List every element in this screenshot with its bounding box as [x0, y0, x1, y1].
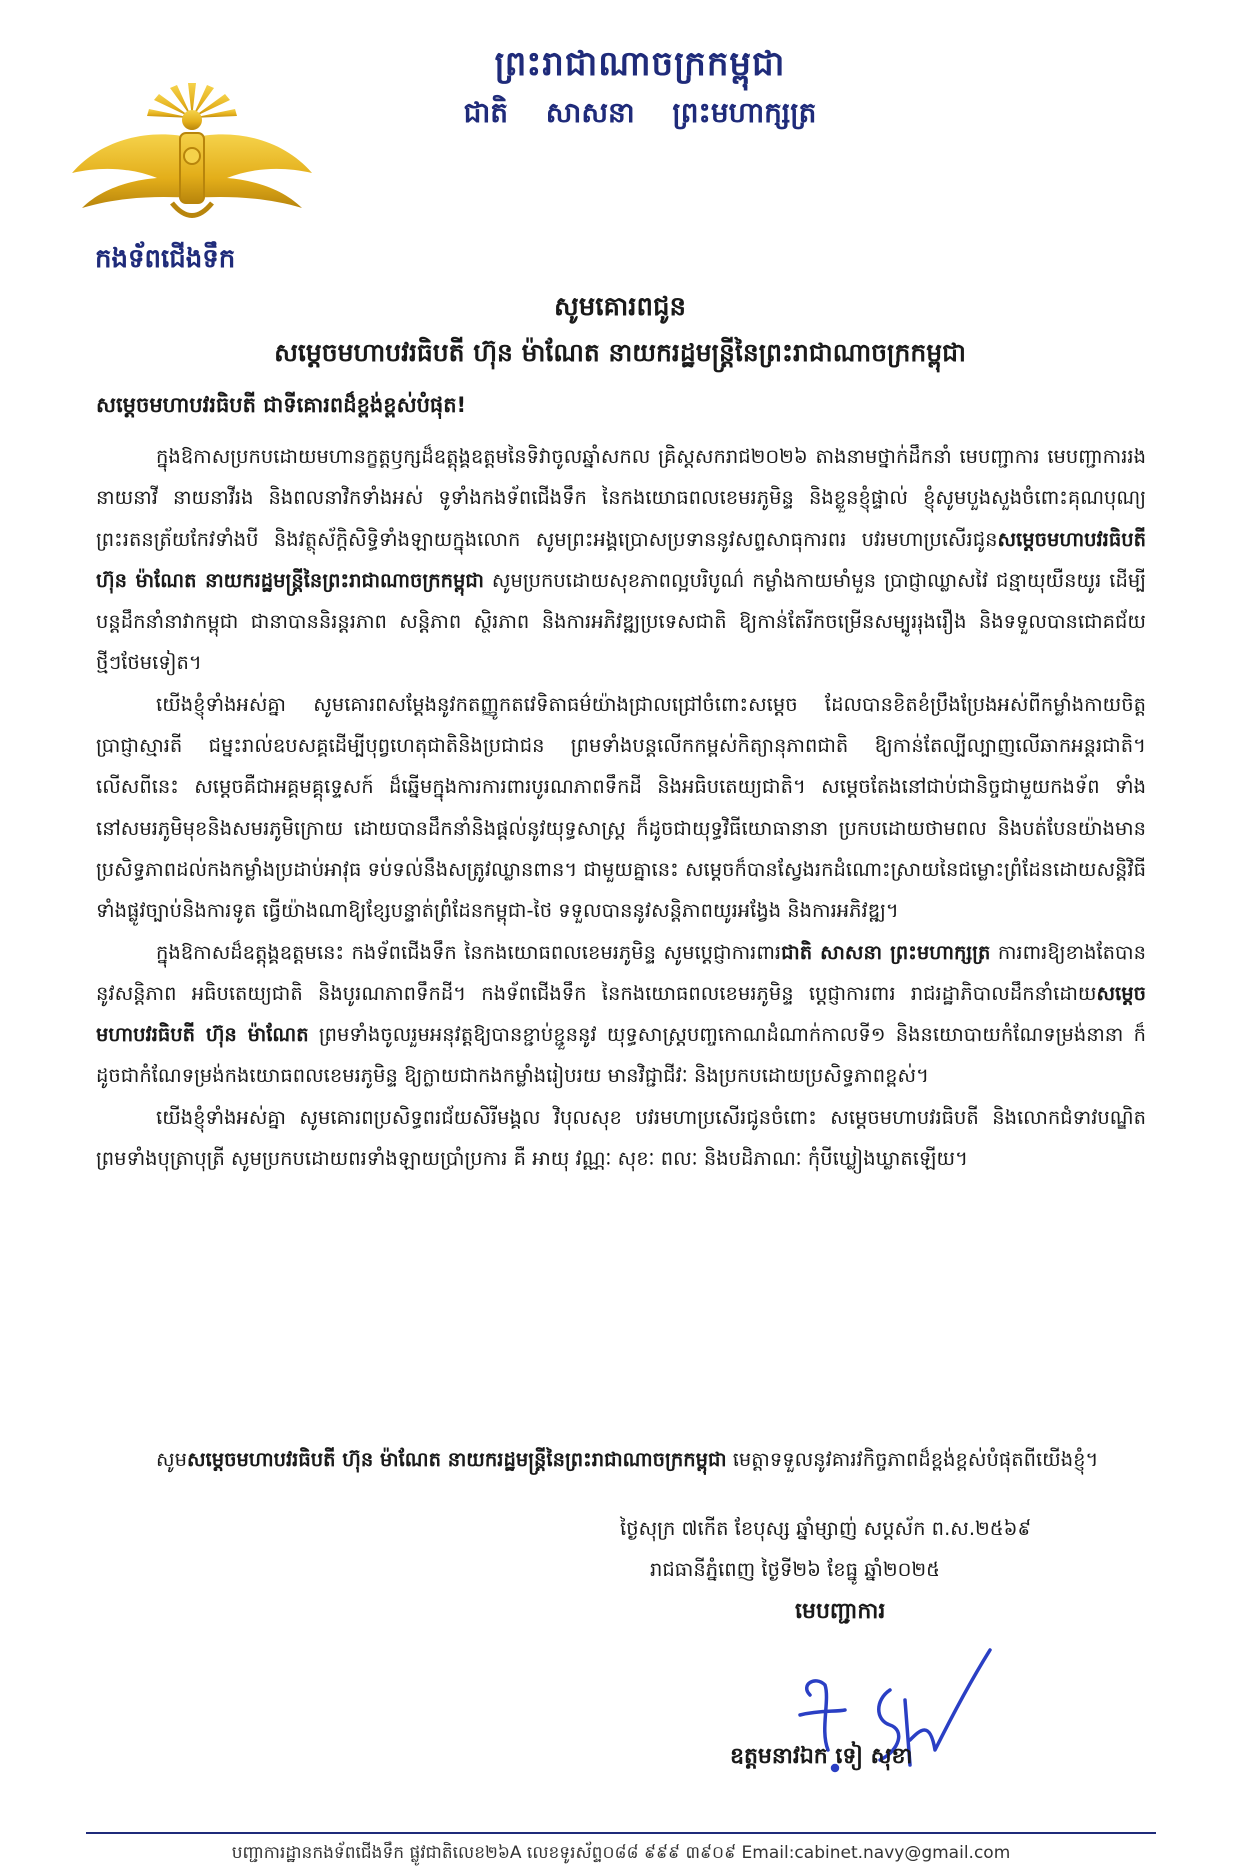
- paragraph-2: យើងខ្ញុំទាំងអស់គ្នា សូមគោរពសម្តែងនូវកតញ្ញូកតវេទិតាធម៌យ៉ាងជ្រាលជ្រៅចំពោះសម្តេច ដែលបានខិតខំប្រឹងប្រែងអស់ពីកម្លាំងកាយចិត្ត ប្រាជ្ញាស្មារតី ជម្នះរាល់ឧបសគ្គដើម្បីបុព្វហេតុជាតិនិងប្រជាជន ព្រមទាំងបន្តលើកកម្ពស់កិត្យានុភាពជាតិ ឱ្យកាន់តែល្បីល្បាញលើឆាកអន្តរជាតិ។ លើសពីនេះ សម្តេចគឺជាអគ្គមគ្គុទ្ទេសក៍ ដ៏ឆ្នើមក្នុងការការពារបូរណភាពទឹកដី និងអធិបតេយ្យជាតិ។ សម្តេចតែងនៅជាប់ជានិច្ចជាមួយកងទ័ព ទាំងនៅសមរភូមិមុខនិងសមរភូមិក្រោយ ដោយបានដឹកនាំនិងផ្តល់នូវយុទ្ធសាស្ត្រ ក៏ដូចជាយុទ្ធវិធីយោធានានា ប្រកបដោយថាមពល និងបត់បែនយ៉ាងមានប្រសិទ្ធភាពដល់កងកម្លាំងប្រដាប់អាវុធ ទប់ទល់នឹងសត្រូវឈ្លានពាន។ ជាមួយគ្នានេះ សម្តេចក៏បានស្វែងរកដំណោះស្រាយនៃជម្លោះព្រំដែនដោយសន្តិវិធីទាំងផ្លូវច្បាប់និងការទូត ធ្វើយ៉ាងណាឱ្យខ្សែបន្ទាត់ព្រំដែនកម្ពុជា-ថៃ ទទួលបាននូវសន្តិភាពយូរអង្វែង និងការអភិវឌ្ឍ។: [96, 692, 1146, 923]
- navy-emblem-icon: [72, 78, 312, 238]
- letter-body: [96, 436, 1146, 1179]
- signer-title: មេបញ្ជាការ: [795, 1599, 886, 1624]
- paragraph-3: ក្នុងឱកាសដ៏ឧត្តុង្គឧត្តមនេះ កងទ័ពជើងទឹក នៃកងយោធពលខេមរភូមិន្ទ សូមប្តេជ្ញាការពារជាតិ សាសនា ព្រះមហាក្សត្រ ការពារឱ្យខាងតែបាននូវសន្តិភាព អធិបតេយ្យជាតិ និងបូរណភាពទឹកដី។ កងទ័ពជើងទឹក នៃកងយោធពលខេមរភូមិន្ទ ប្តេជ្ញាការពារ រាជរដ្ឋាភិបាលដឹកនាំដោយសម្តេចមហាបវរធិបតី ហ៊ុន ម៉ាណែត ព្រមទាំងចូលរួមអនុវត្តឱ្យបានខ្ជាប់ខ្ជួននូវ យុទ្ធសាស្ត្របញ្ចកោណដំណាក់កាលទី១ និងនយោបាយកំណែទម្រង់នានា ក៏ដូចជាកំណែទម្រង់កងយោធពលខេមរភូមិន្ទ ឱ្យក្លាយជាកងកម្លាំងរៀបរយ មានវិជ្ជាជីវៈ និងប្រកបដោយប្រសិទ្ធភាពខ្ពស់។: [96, 940, 1147, 1088]
- footer-contact: បញ្ជាការដ្ឋានកងទ័ពជើងទឹក ផ្លូវជាតិលេខ២៦A លេខទូរស័ព្ទ០៨៨ ៩៩៩ ៣៩០៩ Email:cabinet.navy@gmail.com: [231, 1843, 1011, 1863]
- footer-divider: [86, 1832, 1156, 1834]
- lunar-date: ថ្ងៃសុក្រ ៧កើត ខែបុស្ស ឆ្នាំម្សាញ់ សប្តស័ក ព.ស.២៥៦៩: [620, 1517, 1032, 1540]
- closing-paragraph: សូមសម្តេចមហាបវរធិបតី ហ៊ុន ម៉ាណែត នាយករដ្ឋមន្ត្រីនៃព្រះរាជាណាចក្រកម្ពុជា មេត្តាទទួលនូវគារវកិច្ចភាពដ៏ខ្ពង់ខ្ពស់បំផុតពីយើងខ្ញុំ។: [156, 1448, 1099, 1471]
- bold-name: សម្តេចមហាបវរធិបតី ហ៊ុន ម៉ាណែត: [96, 527, 1146, 592]
- signer-name: ឧត្តមនាវឯក ទៀ សុខា: [730, 1744, 913, 1769]
- address-line: សូមគោរពជូន: [553, 292, 687, 322]
- solar-date: រាជធានីភ្នំពេញ ថ្ងៃទី២៦ ខែធ្នូ ឆ្នាំ២០២៥: [650, 1558, 940, 1581]
- national-motto: ជាតិ សាសនា ព្រះមហាក្សត្រ: [463, 96, 817, 129]
- paragraph-4: យើងខ្ញុំទាំងអស់គ្នា សូមគោរពប្រសិទ្ធពរជ័យសិរីមង្គល វិបុលសុខ បវរមហាប្រសើរជូនចំពោះ សម្តេចមហាបវរធិបតី និងលោកជំទាវបណ្ឌិត ព្រមទាំងបុត្រាបុត្រី សូមប្រកបដោយពរទាំងឡាយប្រាំប្រការ គឺ អាយុ វណ្ណៈ សុខៈ ពលៈ និងបដិភាណៈ កុំបីឃ្លៀងឃ្លាតឡើយ។: [96, 1105, 1146, 1171]
- salutation: សម្តេចមហាបវរធិបតី ជាទីគោរពដ៏ខ្ពង់ខ្ពស់បំផុត!: [96, 393, 467, 417]
- paragraph-1: ក្នុងឱកាសប្រកបដោយមហានក្ខត្តឫក្សដ៏ឧត្តុង្គឧត្តមនៃទិវាចូលឆ្នាំសកល គ្រិស្តសករាជ២០២៦ តាងនាមថ្នាក់ដឹកនាំ មេបញ្ជាការ មេបញ្ជាការរង នាយនាវី នាយនាវីរង និងពលនាវិកទាំងអស់ ទូទាំងកងទ័ពជើងទឹក នៃកងយោធពលខេមរភូមិន្ទ និងខ្លួនខ្ញុំផ្ទាល់ ខ្ញុំសូមបួងសួងចំពោះគុណបុណ្យព្រះរតនត្រ័យកែវទាំងបី និងវត្ថុស័ក្តិសិទ្ធិទាំងឡាយក្នុងលោក សូមព្រះអង្គប្រោសប្រទាននូវសព្ទសាធុការពរ បវរមហាប្រសើរជូនសម្តេចមហាបវរធិបតី ហ៊ុន ម៉ាណែត នាយករដ្ឋមន្ត្រីនៃព្រះរាជាណាចក្រកម្ពុជា សូមប្រកបដោយសុខភាពល្អបរិបូណ៌ កម្លាំងកាយមាំមួន ប្រាជ្ញាឈ្លាសវៃ ជន្មាយុយឺនយូរ ដើម្បីបន្តដឹកនាំនាវាកម្ពុជា ជានាបាននិរន្តរភាព សន្តិភាព ស្ថិរភាព និងការអភិវឌ្ឍប្រទេសជាតិ ឱ្យកាន់តែរីកចម្រើនសម្បូររុងរឿង និងទទួលបានជោគជ័យថ្មីៗថែមទៀត។: [96, 445, 1147, 675]
- unit-name: កងទ័ពជើងទឹក: [95, 244, 236, 274]
- recipient-line: សម្តេចមហាបវរធិបតី ហ៊ុន ម៉ាណែត នាយករដ្ឋមន្ត្រីនៃព្រះរាជាណាចក្រកម្ពុជា: [274, 338, 966, 367]
- kingdom-heading: ព្រះរាជាណាចក្រកម្ពុជា: [494, 44, 786, 84]
